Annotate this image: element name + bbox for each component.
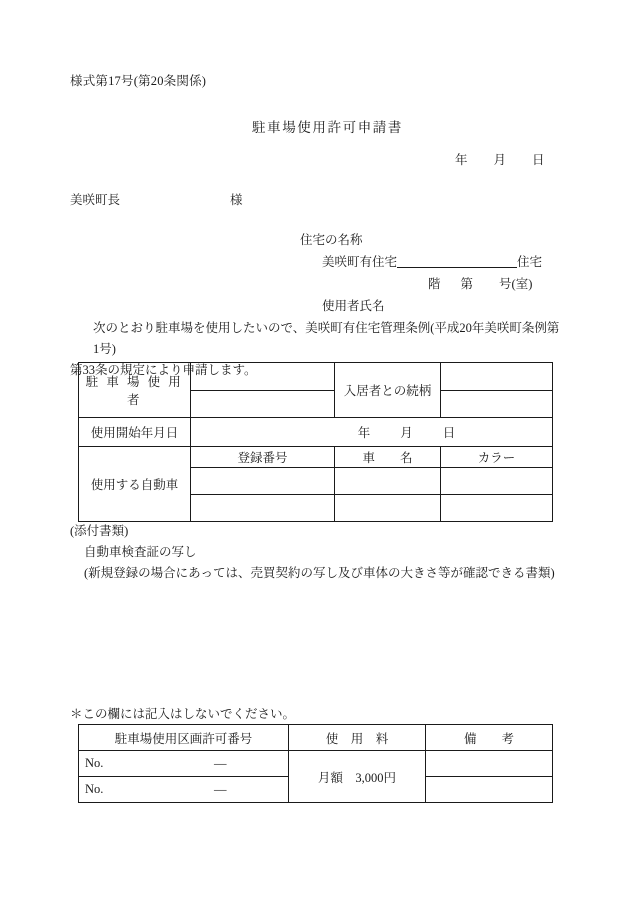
body-line-2: 第33条の規定により申請します。 (70, 363, 257, 377)
date-year-label: 年 (455, 153, 468, 167)
housing-name-suffix: 住宅 (517, 255, 543, 269)
start-date-day-label: 日 (442, 426, 456, 440)
date-day-label: 日 (532, 153, 545, 167)
table-row-fee-headers (79, 725, 553, 751)
resident-info-block (300, 229, 542, 317)
vehicle-1-registration[interactable] (191, 468, 335, 495)
start-date-value-cell[interactable] (191, 418, 553, 447)
relation-divider (441, 390, 552, 391)
vehicle-2-name[interactable] (335, 495, 441, 522)
room-number-prefix: 第 (460, 277, 474, 291)
permit-number-row-1[interactable] (79, 751, 289, 777)
table-row-parking-user (79, 363, 553, 418)
application-date-line (455, 150, 545, 168)
room-number-suffix: 号(室) (499, 277, 533, 291)
permit-number-label-1: No. (85, 756, 104, 770)
attachments-block (70, 521, 555, 584)
table-row-vehicle-headers (79, 447, 553, 468)
permit-number-label-2: No. (85, 782, 104, 796)
remarks-row-1[interactable] (426, 751, 553, 777)
attachments-heading: (添付書類) (70, 524, 129, 538)
page-title: 駐車場使用許可申請書 (252, 120, 403, 135)
permit-number-dash-1: — (214, 756, 227, 770)
remarks-row-2[interactable] (426, 777, 553, 803)
vehicle-2-color[interactable] (441, 495, 553, 522)
fee-header-usage-fee: 使 用 料 (289, 725, 426, 751)
vehicle-1-color[interactable] (441, 468, 553, 495)
permit-number-dash-2: — (214, 782, 227, 796)
addressee-honorific: 様 (230, 193, 243, 207)
application-main-table (78, 362, 553, 522)
start-date-label: 使用開始年月日 (79, 418, 191, 447)
fee-header-permit-number: 駐車場使用区画許可番号 (79, 725, 289, 751)
vehicle-header-name: 車 名 (335, 447, 441, 468)
vehicle-2-registration[interactable] (191, 495, 335, 522)
attachment-item-2: (新規登録の場合にあっては、売買契約の写し及び車体の大きさ等が確認できる書類) (84, 566, 555, 580)
housing-name-prefix: 美咲町有住宅 (322, 255, 398, 269)
parking-user-label: 駐 車 場 使 用 者 (79, 363, 191, 418)
vehicle-header-registration: 登録番号 (191, 447, 335, 468)
parking-user-value-cell[interactable] (191, 363, 335, 418)
addressee-name: 美咲町長 (70, 193, 121, 207)
vehicle-label: 使用する自動車 (79, 447, 191, 522)
parking-user-divider (191, 390, 334, 391)
start-date-month-label: 月 (400, 426, 413, 440)
housing-floor-row (300, 273, 542, 295)
relation-label: 入居者との続柄 (335, 363, 441, 418)
housing-name-blank (397, 267, 517, 268)
vehicle-1-name[interactable] (335, 468, 441, 495)
form-number: 様式第17号(第20条関係) (70, 74, 207, 88)
date-month-label: 月 (493, 153, 507, 167)
relation-value-cell[interactable] (441, 363, 553, 418)
fee-header-remarks: 備 考 (426, 725, 553, 751)
user-name-label: 使用者氏名 (322, 299, 385, 313)
permit-number-row-2[interactable] (79, 777, 289, 803)
housing-name-row (300, 251, 542, 273)
table-row-start-date (79, 418, 553, 447)
body-line-1: 次のとおり駐車場を使用したいので、美咲町有住宅管理条例(平成20年美咲町条例第1号) (93, 321, 560, 356)
attachment-item-1: 自動車検査証の写し (84, 545, 197, 559)
housing-name-heading: 住宅の名称 (300, 233, 363, 247)
office-use-table (78, 724, 553, 803)
vehicle-header-color: カラー (441, 447, 553, 468)
table-row-fee-1 (79, 751, 553, 777)
addressee-line (70, 190, 243, 208)
office-use-notice: ＊この欄には記入はしないでください。 (70, 707, 296, 721)
start-date-year-label: 年 (357, 426, 371, 440)
fee-amount: 月額 3,000円 (289, 751, 426, 803)
floor-label: 階 (428, 277, 441, 291)
